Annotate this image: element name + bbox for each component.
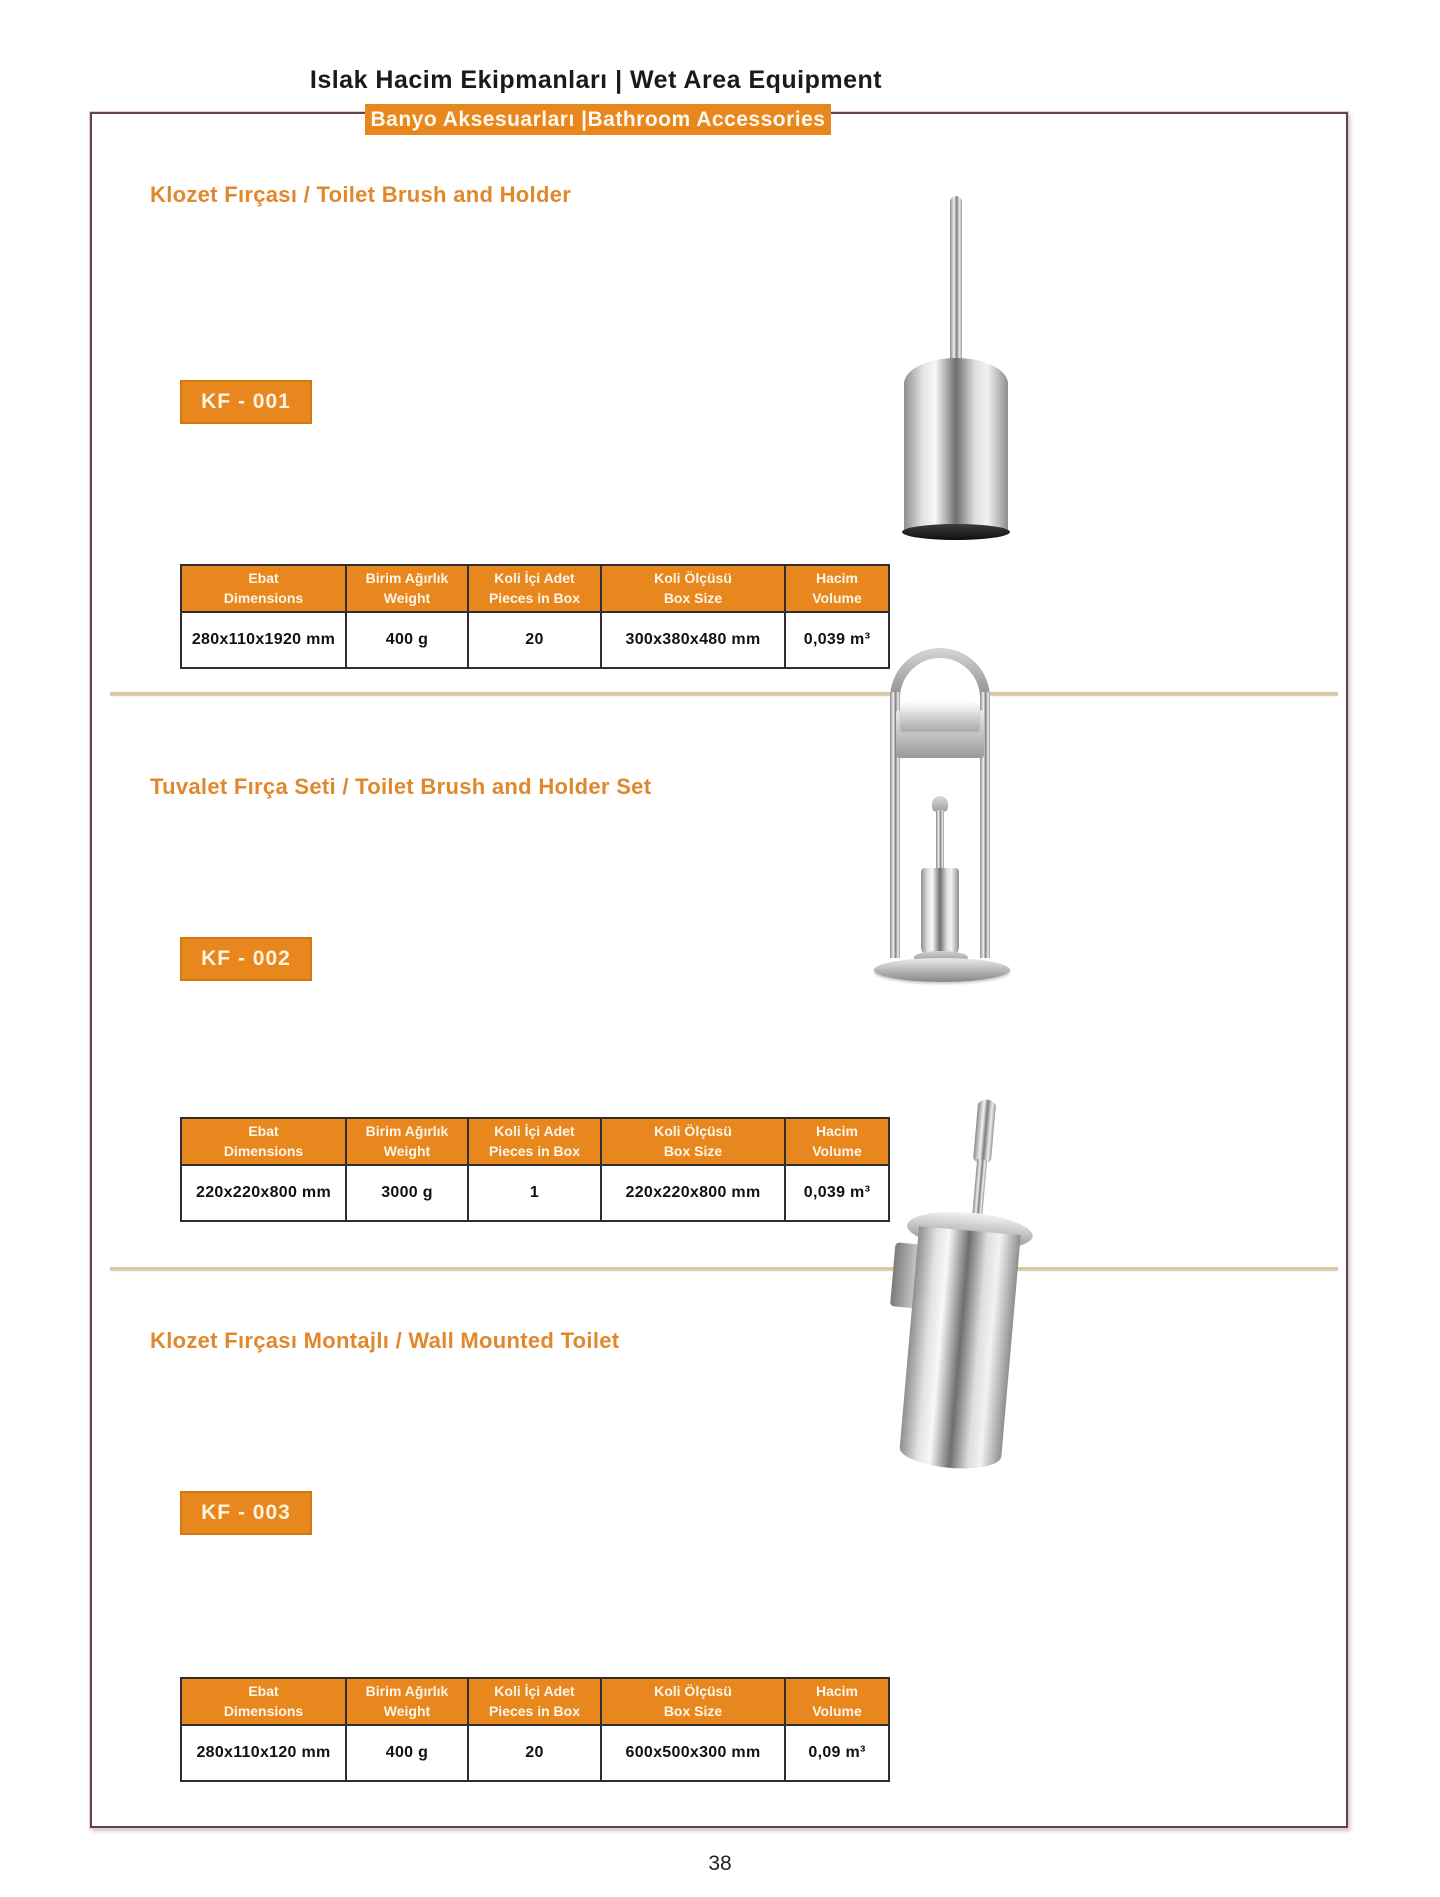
brush-handle-rod (936, 810, 944, 870)
page-title: Islak Hacim Ekipmanları | Wet Area Equipment (309, 66, 883, 94)
spec-table-kf-002 (180, 1117, 890, 1222)
cell-dimensions: 220x220x800 mm (181, 1165, 346, 1221)
cell-weight: 400 g (346, 1725, 468, 1781)
tilted-holder-group (859, 1091, 1062, 1494)
product-code-badge-kf-001: KF - 001 (180, 380, 312, 424)
product-photo-kf-002 (866, 648, 1018, 1004)
col-header-box-size: Koli Ölçüsü Box Size (601, 1678, 785, 1725)
cell-dimensions: 280x110x1920 mm (181, 612, 346, 668)
cell-pieces: 20 (468, 1725, 601, 1781)
col-header-pieces: Koli İçi Adet Pieces in Box (468, 1678, 601, 1725)
cell-volume: 0,039 m³ (785, 612, 889, 668)
section-title-kf-001: Klozet Fırçası / Toilet Brush and Holder (150, 182, 572, 207)
holder-black-base (902, 524, 1010, 540)
table-header-row (181, 565, 889, 612)
col-header-volume: Hacim Volume (785, 1118, 889, 1165)
cell-weight: 400 g (346, 612, 468, 668)
cell-volume: 0,039 m³ (785, 1165, 889, 1221)
cell-pieces: 20 (468, 612, 601, 668)
cell-volume: 0,09 m³ (785, 1725, 889, 1781)
col-header-weight: Birim Ağırlık Weight (346, 1118, 468, 1165)
category-banner: Banyo Aksesuarları |Bathroom Accessories (365, 104, 831, 135)
col-header-volume: Hacim Volume (785, 565, 889, 612)
spec-table-kf-003 (180, 1677, 890, 1782)
brush-cup (921, 868, 959, 956)
paper-roll-flap (901, 703, 979, 730)
product-code-badge-kf-002: KF - 002 (180, 937, 312, 981)
cell-dimensions: 280x110x120 mm (181, 1725, 346, 1781)
stand-base-plate (874, 958, 1010, 982)
cell-box-size: 220x220x800 mm (601, 1165, 785, 1221)
cell-box-size: 600x500x300 mm (601, 1725, 785, 1781)
cell-pieces: 1 (468, 1165, 601, 1221)
section-divider (110, 1267, 1338, 1270)
spec-table-kf-001 (180, 564, 890, 669)
col-header-weight: Birim Ağırlık Weight (346, 565, 468, 612)
table-row (181, 1165, 889, 1221)
page-number: 38 (708, 1852, 732, 1875)
product-photo-kf-001 (898, 168, 1014, 546)
table-header-row (181, 1118, 889, 1165)
col-header-volume: Hacim Volume (785, 1678, 889, 1725)
section-title-kf-002: Tuvalet Fırça Seti / Toilet Brush and Holder Set (150, 774, 652, 799)
col-header-box-size: Koli Ölçüsü Box Size (601, 565, 785, 612)
cell-weight: 3000 g (346, 1165, 468, 1221)
brush-handle-grip (973, 1099, 997, 1164)
col-header-dimensions: Ebat Dimensions (181, 1118, 346, 1165)
product-photo-kf-003 (872, 1098, 1042, 1488)
table-row (181, 612, 889, 668)
table-row (181, 1725, 889, 1781)
section-divider (110, 692, 1338, 695)
col-header-dimensions: Ebat Dimensions (181, 1678, 346, 1725)
table-header-row (181, 1678, 889, 1725)
col-header-dimensions: Ebat Dimensions (181, 565, 346, 612)
product-code-badge-kf-003: KF - 003 (180, 1491, 312, 1535)
col-header-box-size: Koli Ölçüsü Box Size (601, 1118, 785, 1165)
col-header-weight: Birim Ağırlık Weight (346, 1678, 468, 1725)
brush-handle-rod (950, 196, 962, 366)
cell-box-size: 300x380x480 mm (601, 612, 785, 668)
section-title-kf-003: Klozet Fırçası Montajlı / Wall Mounted Toilet (150, 1328, 620, 1353)
holder-cylinder-body (904, 382, 1008, 532)
col-header-pieces: Koli İçi Adet Pieces in Box (468, 1118, 601, 1165)
holder-cylinder-body (898, 1226, 1020, 1472)
col-header-pieces: Koli İçi Adet Pieces in Box (468, 565, 601, 612)
